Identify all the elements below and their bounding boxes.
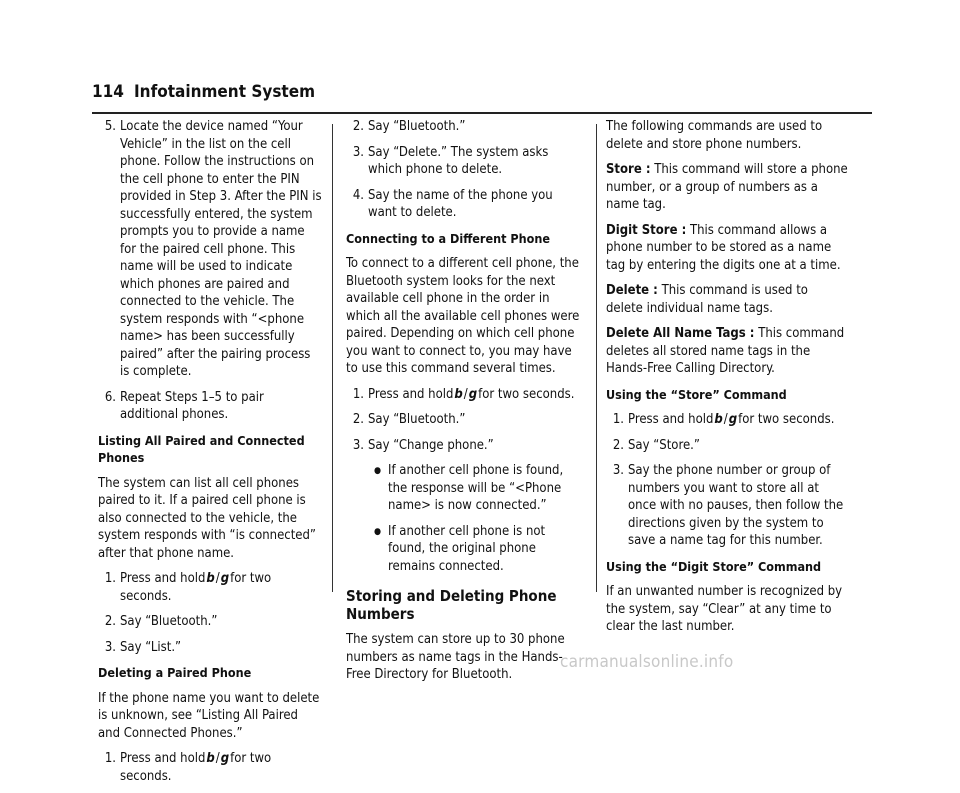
step-item: 1. Press and holdb/gfor two seconds. <box>352 386 575 402</box>
paragraph: The system can store up to 30 phone numbers as name tags in the Hands-Free Directory for Bluetooth. <box>346 632 565 682</box>
push-to-talk-icon: g <box>220 571 230 586</box>
column-3 <box>606 118 848 644</box>
step-item: 3. Say “Change phone.” <box>352 437 494 453</box>
paragraph: To connect to a different cell phone, the Bluetooth system looks for the next available cell phone in the order in which all the available cell phones were paired. Depending on which cell phone you want to connect to, you may have to use this command several times. <box>346 256 580 376</box>
separator: / <box>723 412 728 427</box>
step-item: 2. Say “Bluetooth.” <box>352 119 466 134</box>
paragraph: The following commands are used to delete and store phone numbers. <box>606 119 823 152</box>
talk-icon: b <box>454 386 463 402</box>
page-header <box>92 80 872 114</box>
step-item: 3. Say “List.” <box>104 639 182 655</box>
talk-icon: b <box>714 412 723 427</box>
talk-icon: b <box>206 751 215 766</box>
definition-digit-store: Digit Store : This command allows a phone number to be stored as a name tag by entering the digits one at a time. <box>606 222 841 273</box>
step-item: 5. Locate the device named “Your Vehicle” in the list on the cell phone. Follow the instructions on the cell phone to enter the PIN provided in Step 3. After the PIN is successfully entered, the system prompts you to provide a name for the paired cell phone. This name will be used to indicate which phones are paired and connected to the vehicle. The system responds with “<phone name> has been successfully paired” after the pairing process is complete. <box>104 119 322 379</box>
talk-icon: b <box>206 571 215 586</box>
paragraph: If an unwanted number is recognized by the system, say “Clear” at any time to clear the last number. <box>606 584 843 634</box>
step-item: 1. Press and holdb/gfor two seconds. <box>612 412 835 427</box>
step-item: 2. Say “Store.” <box>612 437 700 453</box>
subheading-using-digit-store: Using the “Digit Store” Command <box>606 558 822 574</box>
step-item: 3. Say “Delete.” The system asks which phone to delete. <box>352 144 549 177</box>
paragraph: The system can list all cell phones paired to it. If a paired cell phone is also connected to the vehicle, the system responds with “is connected” after that phone name. <box>98 475 316 561</box>
definition-delete: Delete : This command is used to delete individual name tags. <box>606 283 808 316</box>
step-item: 2. Say “Bluetooth.” <box>352 412 466 427</box>
step-item: 3. Say the phone number or group of numbers you want to store all at once with no pauses, then follow the directions given by the system to save a name tag for this number. <box>612 463 844 548</box>
column-2 <box>346 118 583 692</box>
step-item: 1. Press and holdb/gfor two seconds. <box>104 751 272 784</box>
subheading-deleting: Deleting a Paired Phone <box>98 665 252 680</box>
watermark: carmanualsonline.info <box>560 652 734 672</box>
subheading-listing: Listing All Paired and Connected Phones <box>98 432 305 465</box>
bullet-icon: ● <box>374 466 382 476</box>
subheading-connecting: Connecting to a Different Phone <box>346 230 551 246</box>
push-to-talk-icon: g <box>220 751 230 766</box>
paragraph: If the phone name you want to delete is unknown, see “Listing All Paired and Connected Phones.” <box>98 690 320 741</box>
page-number: 114 <box>92 82 124 102</box>
bullet-icon: ● <box>374 526 382 537</box>
step-item: 4. Say the name of the phone you want to delete. <box>352 187 553 220</box>
column-divider <box>332 124 333 592</box>
step-item: 2. Say “Bluetooth.” <box>104 614 218 629</box>
push-to-talk-icon: g <box>468 386 478 402</box>
column-1 <box>98 118 322 793</box>
separator: / <box>215 751 220 766</box>
heading-storing: Storing and Deleting Phone Numbers <box>346 587 557 623</box>
push-to-talk-icon: g <box>728 412 738 427</box>
separator: / <box>463 386 468 402</box>
definition-delete-all: Delete All Name Tags : This command deletes all stored name tags in the Hands-Free Calling Directory. <box>606 326 845 376</box>
definition-store: Store : This command will store a phone number, or a group of numbers as a name tag. <box>606 162 848 212</box>
bullet-item: ● If another cell phone is found, the response will be “<Phone name> is now connected.” <box>374 463 564 513</box>
bullet-item: ● If another cell phone is not found, the original phone remains connected. <box>374 523 546 574</box>
section-title: Infotainment System <box>134 82 316 102</box>
step-item: 1. Press and holdb/gfor two seconds. <box>104 571 272 604</box>
step-item: 6. Repeat Steps 1–5 to pair additional phones. <box>104 389 264 422</box>
subheading-using-store: Using the “Store” Command <box>606 386 787 402</box>
column-divider <box>596 124 597 592</box>
separator: / <box>215 571 220 586</box>
